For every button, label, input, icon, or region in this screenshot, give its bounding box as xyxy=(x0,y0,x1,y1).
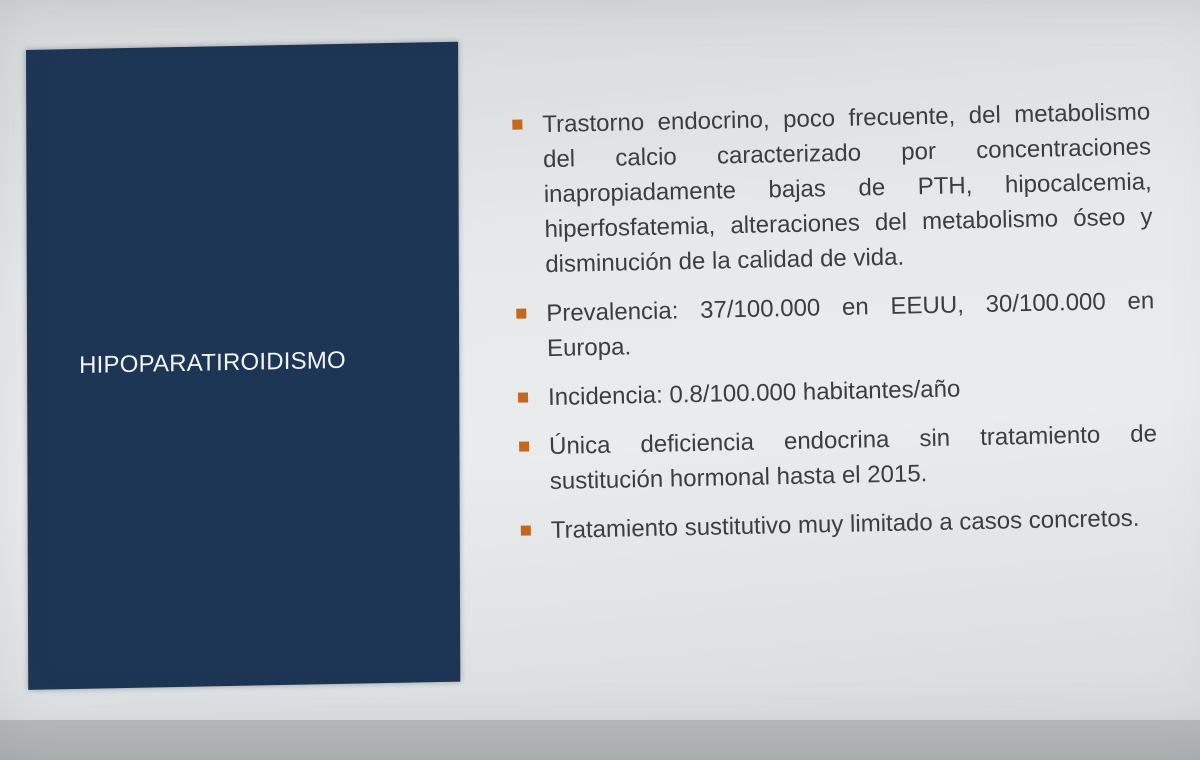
bullet-text: Prevalencia: 37/100.000 en EEUU, 30/100.000 en Europa. xyxy=(546,287,1155,363)
slide-title: HIPOPARATIROIDISMO xyxy=(79,346,346,379)
list-item xyxy=(504,283,1155,367)
square-bullet-icon xyxy=(516,308,526,318)
bullet-text: Trastorno endocrino, poco frecuente, del metabolismo del calcio caracterizado por concentraciones inapropiadamente bajas de PTH, hipocalcemia, hiperfosfatemia, alteraciones del metabolismo óseo y disminución de la calidad de vida. xyxy=(542,98,1153,279)
bullet-text: Tratamiento sustitutivo muy limitado a casos concretos. xyxy=(550,504,1140,545)
list-item xyxy=(509,500,1160,549)
square-bullet-icon xyxy=(518,392,528,402)
square-bullet-icon xyxy=(512,120,522,130)
square-bullet-icon xyxy=(519,441,529,451)
list-item xyxy=(500,94,1154,283)
title-panel xyxy=(26,42,460,690)
square-bullet-icon xyxy=(521,525,531,535)
bullet-text: Única deficiencia endocrina sin tratamiento de sustitución hormonal hasta el 2015. xyxy=(548,420,1158,496)
list-item xyxy=(506,367,1157,416)
bullet-list xyxy=(500,94,1159,563)
bullet-text: Incidencia: 0.8/100.000 habitantes/año xyxy=(547,375,961,412)
list-item xyxy=(507,416,1158,500)
